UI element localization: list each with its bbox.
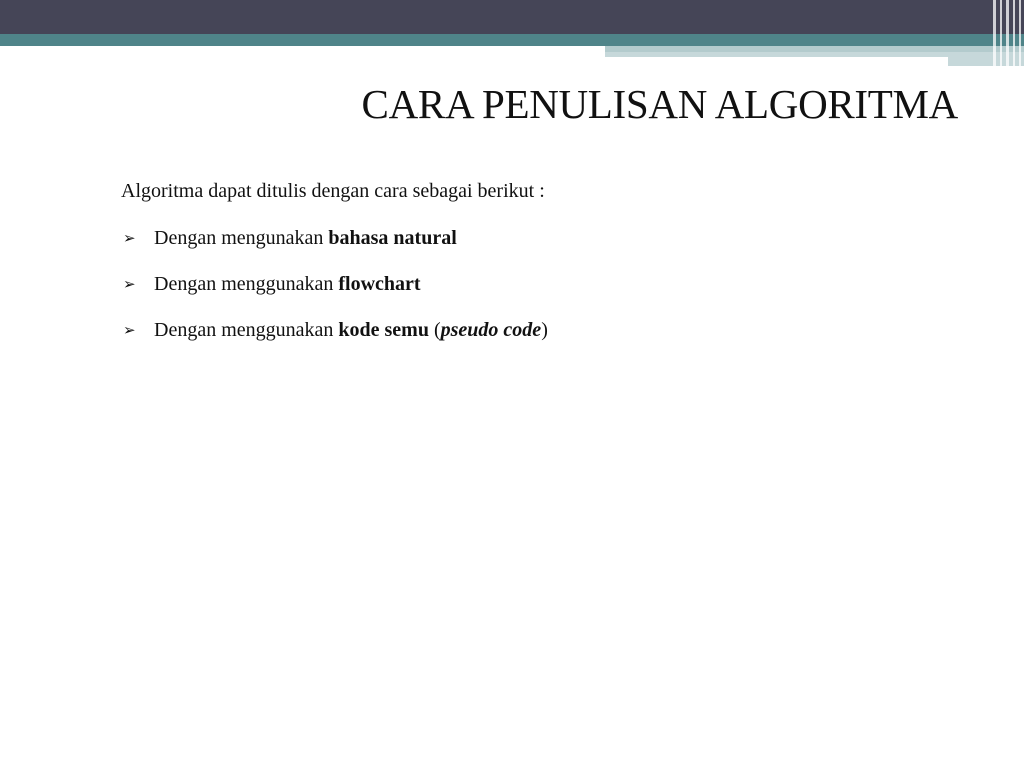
bullet-item-flowchart xyxy=(121,272,941,296)
slide-content xyxy=(121,179,941,364)
intro-text: Algoritma dapat ditulis dengan cara sebagai berikut : xyxy=(121,180,545,202)
bullet-emphasis: bahasa natural xyxy=(328,227,457,249)
header-stripe xyxy=(1019,0,1021,68)
bullet-list xyxy=(121,226,941,342)
header-white-notch xyxy=(605,57,948,66)
arrowhead-bullet-icon: ➢ xyxy=(123,321,136,339)
bullet-item-bahasa-natural xyxy=(121,226,941,250)
header-stripe xyxy=(1006,0,1009,68)
bullet-item-kode-semu xyxy=(121,318,941,342)
bullet-emphasis: flowchart xyxy=(338,273,421,295)
bullet-emphasis-italic: pseudo code xyxy=(440,319,542,341)
bullet-text: Dengan menggunakan xyxy=(154,273,339,295)
bullet-paren-open: ( xyxy=(428,319,441,341)
bullet-text: Dengan menggunakan xyxy=(154,319,339,341)
arrowhead-bullet-icon: ➢ xyxy=(123,229,136,247)
arrowhead-bullet-icon: ➢ xyxy=(123,275,136,293)
header-dark-band xyxy=(0,0,1024,34)
header-stripe xyxy=(1000,0,1002,68)
slide-title: CARA PENULISAN ALGORITMA xyxy=(361,81,958,127)
header-stripe xyxy=(993,0,996,68)
bullet-paren-close: ) xyxy=(541,319,548,341)
bullet-emphasis: kode semu xyxy=(338,319,429,341)
bullet-text: Dengan mengunakan xyxy=(154,227,329,249)
header-stripe xyxy=(1013,0,1015,68)
header-teal-band xyxy=(0,34,1024,46)
header-white-cutout xyxy=(0,46,605,54)
